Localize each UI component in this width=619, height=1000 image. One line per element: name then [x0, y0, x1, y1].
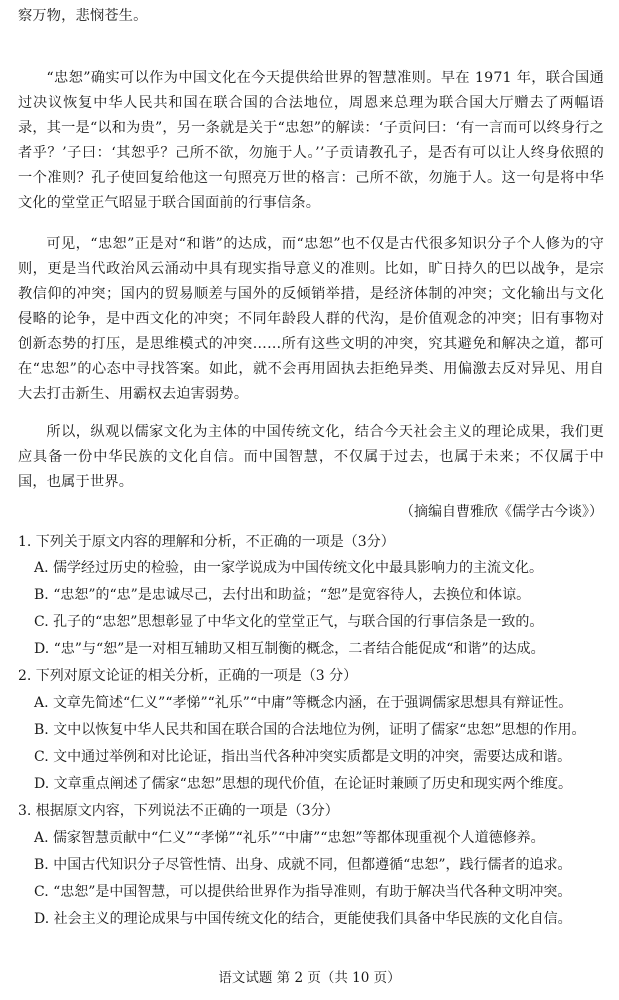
- question-3-option-d: D. 社会主义的理论成果与中国传统文化的结合，更能使我们具备中华民族的文化自信。: [34, 911, 572, 927]
- question-2-option-b: B. 文中以恢复中华人民共和国在联合国的合法地位为例，证明了儒家“忠恕”思想的作用。: [34, 722, 586, 738]
- passage-paragraph-0: 察万物，悲悯苍生。: [18, 8, 148, 24]
- question-2-option-d: D. 文章重点阐述了儒家“忠恕”思想的现代价值，在论证时兼顾了历史和现实两个维度。: [34, 776, 572, 792]
- passage-paragraph-2: 可见，“忠恕”正是对“和谐”的达成，而“忠恕”也不仅是古代很多知识分子个人修为的守则，更是当代政治风云涌动中具有现实指导意义的准则。比如，旷日持久的巴以战争，是宗教信仰的冲突；国内的贸易顺差与国外的反倾销举措，是经济体制的冲突；文化输出与文化侵略的论争，是中西文化的冲突；不同年龄段人群的代沟，是价值观念的冲突；旧有事物对创新态势的打压，是思维模式的冲突……所有这些文明的冲突，究其避免和解决之道，都可在“忠恕”的心态中寻找答案。如此，就不会再用固执去拒绝异类、用偏激去反对异见、用自大去打击新生、用霸权去迫害弱势。: [18, 236, 604, 402]
- passage-paragraph-1: “忠恕”确实可以作为中国文化在今天提供给世界的智慧准则。早在 1971 年，联合国通过决议恢复中华人民共和国在联合国的合法地位，周恩来总理为联合国大厅赠去了两幅语录，其一是“以和为贵”，另一条就是关于“忠恕”的解读：‘子贡问曰：‘有一言而可以终身行之者乎？’子曰：‘其恕乎？己所不欲，勿施于人。’’子贡请教孔子，是否有可以让人终身依照的一个准则？孔子使回复给他这一句照亮万世的格言：己所不欲，勿施于人。这一句是将中华文化的堂堂正气昭显于联合国面前的行事信条。: [18, 70, 604, 211]
- question-3-option-c: C. “忠恕”是中国智慧，可以提供给世界作为指导准则，有助于解决当代各种文明冲突。: [34, 884, 572, 900]
- page-footer: 语文试题 第 2 页（共 10 页）: [218, 970, 401, 986]
- question-3-option-b: B. 中国古代知识分子尽管性情、出身、成就不同，但都遵循“忠恕”，践行儒者的追求。: [34, 857, 572, 873]
- question-1-stem: 1. 下列关于原文内容的理解和分析，不正确的一项是（3分）: [18, 534, 395, 550]
- question-1-option-d: D. “忠”与“恕”是一对相互辅助又相互制衡的概念，二者结合能促成“和谐”的达成。: [34, 641, 545, 657]
- question-2-option-c: C. 文中通过举例和对比论证，指出当代各种冲突实质都是文明的冲突，需要达成和谐。: [34, 749, 572, 765]
- question-3-option-a: A. 儒家智慧贡献中“仁义”“孝悌”“礼乐”“中庸”“忠恕”等都体现重视个人道德修养。: [34, 830, 545, 846]
- question-2-stem: 2. 下列对原文论证的相关分析，正确的一项是（3 分）: [18, 668, 358, 684]
- question-1-option-c: C. 孔子的“忠恕”思想彰显了中华文化的堂堂正气，与联合国的行事信条是一致的。: [34, 614, 544, 630]
- question-1-option-b: B. “忠恕”的“忠”是忠诚尽己，去付出和助益；“恕”是宽容待人，去换位和体谅。: [34, 587, 531, 603]
- question-3-stem: 3. 根据原文内容，下列说法不正确的一项是（3分）: [18, 803, 339, 819]
- question-2-option-a: A. 文章先简述“仁义”“孝悌”“礼乐”“中庸”等概念内涵，在于强调儒家思想具有辩证性。: [34, 695, 573, 711]
- question-1-option-a: A. 儒学经过历史的检验，由一家学说成为中国传统文化中最具影响力的主流文化。: [34, 560, 544, 576]
- passage-source: （摘编自曹雅欣《儒学古今谈》）: [400, 504, 603, 520]
- passage-paragraph-3: 所以，纵观以儒家文化为主体的中国传统文化，结合今天社会主义的理论成果，我们更应具备一份中华民族的文化自信。而中国智慧，不仅属于过去，也属于未来；不仅属于中国，也属于世界。: [18, 424, 604, 490]
